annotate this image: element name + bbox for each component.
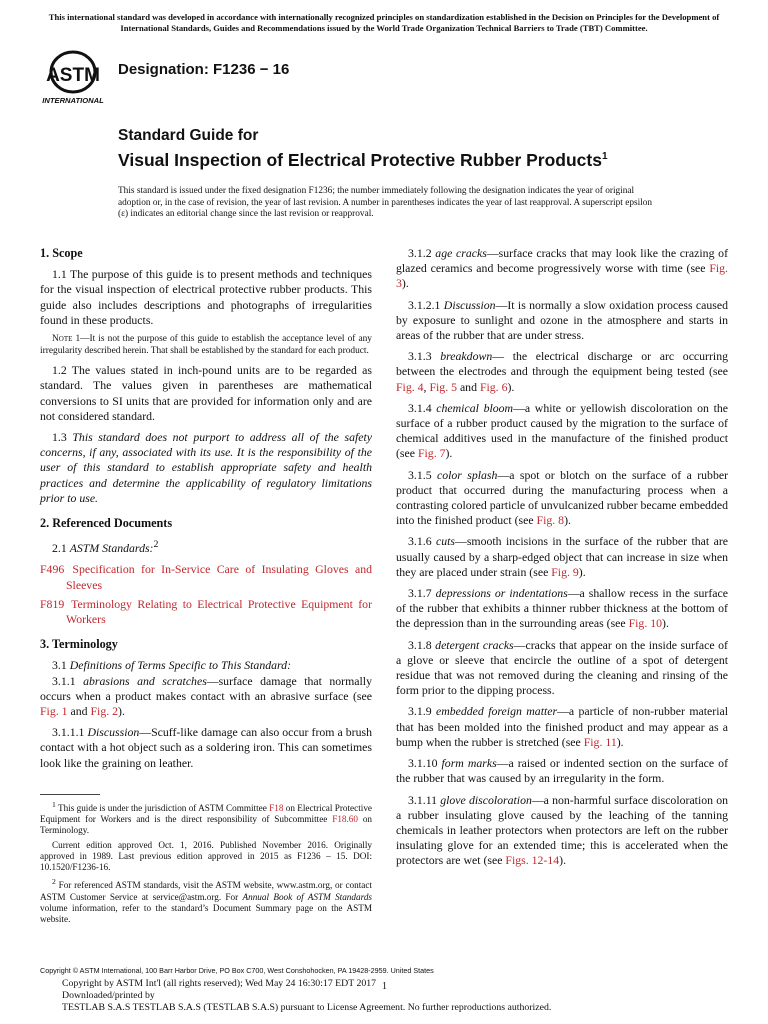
designation: Designation: F1236 − 16 [118, 61, 290, 78]
footnote-rule [40, 794, 100, 795]
footnotes [40, 794, 372, 928]
reference-f496: F496 Specification for In-Service Care of Insulating Gloves and Sleeves [40, 562, 372, 592]
download-line-1: Copyright by ASTM Int'l (all rights reserved); Wed May 24 16:30:17 EDT 2017 [62, 978, 377, 989]
link-fig-9[interactable]: Fig. 9 [551, 564, 579, 579]
wto-notice: This international standard was developed in accordance with internationally recognized principles on standardization established in the Decision on Principles for the Development of International Standards, Guides and Recommendations issued by the World Trade Organization Technical Barriers to Trade (TBT) Committee. [48, 12, 720, 33]
copyright-line: Copyright © ASTM International, 100 Barr Harbor Drive, PO Box C700, West Conshohocken, PA 19428-2959. United States [40, 966, 434, 975]
section-heading-referenced-documents: 2. Referenced Documents [40, 516, 173, 531]
footnote-1-edition: Current edition approved Oct. 1, 2016. Published November 2016. Originally approved in 1989. Last previous edition approved in 2015 as F1236 – 15. DOI: 10.1520/F1236-16. [40, 839, 372, 873]
paragraph-3-1-5: 3.1.5 color splash—a spot or blotch on the surface of a rubber product that occurred during the manufacturing process when a contrasting colored particle of unvulcanized rubber became embedded into the finished product (see Fig. 8). [396, 467, 729, 528]
paragraph-2-1: 2.1 ASTM Standards:$^2$ [52, 539, 159, 556]
link-fig-10[interactable]: Fig. 10 [628, 616, 663, 631]
link-fig-11[interactable]: Fig. 11 [583, 734, 617, 749]
title-line2: Visual Inspection of Electrical Protective Rubber Products$^1$ [118, 149, 608, 170]
paragraph-3-1-1-1: 3.1.1.1 Discussion—Scuff-like damage can also occur from a brush contact with a hot object such as a soldering iron. This can sometimes look like the graining on leather. [40, 725, 372, 770]
download-line-2: Downloaded/printed by [62, 990, 155, 1001]
paragraph-3-1-2: 3.1.2 age cracks—surface cracks that may look like the crazing of glazed ceramics and become progressively worse with time (see Fig. 3). [396, 246, 728, 291]
paragraph-3-1-3: 3.1.3 breakdown— the electrical discharge or arc occurring between the electrodes and through the equipment being tested (see Fig. 4, Fig. 5 and Fig. 6). [396, 349, 728, 394]
footnote-1: $^1$ This guide is under the jurisdiction of ASTM Committee F18 on Electrical Protective Equipment for Workers and is the direct responsibility of Subcommittee F18.60 on Terminology. [40, 800, 373, 836]
right-column [396, 246, 728, 875]
paragraph-3-1-2-1: 3.1.2.1 Discussion—It is normally a slow oxidation process caused by exposure to sunlight and ozone in the atmosphere and starts in areas of the rubber that are under stress. [396, 297, 729, 343]
left-column [40, 246, 372, 777]
paragraph-3-1-4: 3.1.4 chemical bloom—a white or yellowish discoloration on the surface of a rubber product caused by the migration to the surface of chemical additives used in the manufacture of the finished product (see Fig. 7). [396, 400, 728, 461]
link-fig-1[interactable]: Fig. 1 [40, 703, 68, 718]
link-fig-8[interactable]: Fig. 8 [536, 513, 565, 528]
page-number: 1 [382, 981, 387, 992]
download-line-3: TESTLAB S.A.S TESTLAB S.A.S (TESTLAB S.A.S) pursuant to License Agreement. No further reproductions authorized. [62, 1002, 552, 1013]
title-line1: Standard Guide for [118, 127, 259, 144]
paragraph-3-1: 3.1 Definitions of Terms Specific to This Standard: [52, 658, 292, 673]
link-f496[interactable]: F496 [40, 562, 65, 577]
link-f819[interactable]: F819 [40, 596, 65, 611]
paragraph-3-1-10: 3.1.10 form marks—a raised or indented section on the surface of the rubber that was caused by an irregularity in the form. [396, 756, 728, 786]
link-f18[interactable]: F18 [269, 803, 284, 814]
paragraph-3-1-11: 3.1.11 glove discoloration—a non-harmful surface discoloration on a rubber insulating glove caused by the leaching of the tanning chemicals in leather protectors when protectors are left on the rubber insulating glove for an extended time; this is accelerated when the protectors are wet (see Figs. 12-14). [396, 792, 728, 868]
link-f18-60[interactable]: F18.60 [332, 814, 358, 825]
reference-f819: F819 Terminology Relating to Electrical Protective Equipment for Workers [40, 596, 372, 626]
link-fig-6[interactable]: Fig. 6 [479, 379, 508, 394]
footnote-2: $^2$ For referenced ASTM standards, visit the ASTM website, www.astm.org, or contact ASTM Customer Service at service@astm.org. For Annual Book of ASTM Standards volume information, refer to the standard’s Document Summary page on the ASTM website. [40, 877, 372, 924]
paragraph-3-1-7: 3.1.7 depressions or indentations—a shallow recess in the surface of the rubber that exhibits a thinner rubber thickness at the bottom of the depression than in the surrounding areas (see Fig. 10). [396, 586, 728, 631]
svg-text:INTERNATIONAL: INTERNATIONAL [42, 96, 104, 105]
link-fig-3[interactable]: Fig. 3 [396, 261, 728, 291]
link-fig-5[interactable]: Fig. 5 [429, 379, 457, 394]
section-heading-scope: 1. Scope [40, 246, 83, 260]
download-notice [62, 978, 551, 1014]
document-title [118, 126, 608, 171]
issuance-statement: This standard is issued under the fixed designation F1236; the number immediately following the designation indicates the year of original adoption or, in the case of revision, the year of last revision. A number in parentheses indicates the year of last reapproval. A superscript epsilon (ε) indicates an editorial change since the last revision or reapproval. [118, 186, 653, 220]
paragraph-1-3: 1.3 This standard does not purport to address all of the safety concerns, if any, associated with its use. It is the responsibility of the user of this standard to establish appropriate safety and health practices and determine the applicability of regulatory limitations prior to use. [40, 430, 372, 505]
paragraph-1-2: 1.2 The values stated in inch-pound units are to be regarded as standard. The values given in parentheses are mathematical conversions to SI units that are provided for information only and are not considered standard. [40, 363, 372, 423]
link-figs-12-14[interactable]: Figs. 12-14 [505, 853, 560, 868]
paragraph-3-1-6: 3.1.6 cuts—smooth incisions in the surface of the rubber that are usually caused by a sharp-edged object that can increase in size when they are placed under strain (see Fig. 9). [396, 534, 728, 579]
paragraph-1-1: 1.1 The purpose of this guide is to present methods and techniques for the visual inspection of electrical protective rubber products. This guide also includes descriptions and photographs of irregularities found in these products. [40, 267, 372, 327]
svg-text:ASTM: ASTM [46, 65, 100, 86]
paragraph-3-1-9: 3.1.9 embedded foreign matter—a particle of non-rubber material that has been molded into the finished product and may appear as a bump when the rubber is stretched (see Fig. 11). [396, 704, 728, 749]
paragraph-3-1-1: 3.1.1 abrasions and scratches—surface damage that normally occurs when a product makes contact with an abrasive surface (see Fig. 1 and Fig. 2). [40, 673, 372, 718]
astm-logo [40, 50, 112, 106]
paragraph-3-1-8: 3.1.8 detergent cracks—cracks that appear on the inside surface of a glove or sleeve that encircle the outline of a spot of detergent residue that was not removed during the cleaning and rinsing of the form prior to the dipping process. [396, 637, 728, 698]
link-fig-2[interactable]: Fig. 2 [90, 703, 119, 718]
link-fig-7[interactable]: Fig. 7 [417, 446, 446, 461]
note-1: Note 1—It is not the purpose of this guide to establish the acceptance level of any irregularity described herein. That shall be established by the standard for each product. [40, 334, 372, 356]
section-heading-terminology: 3. Terminology [40, 637, 118, 652]
link-fig-4[interactable]: Fig. 4 [396, 379, 424, 394]
